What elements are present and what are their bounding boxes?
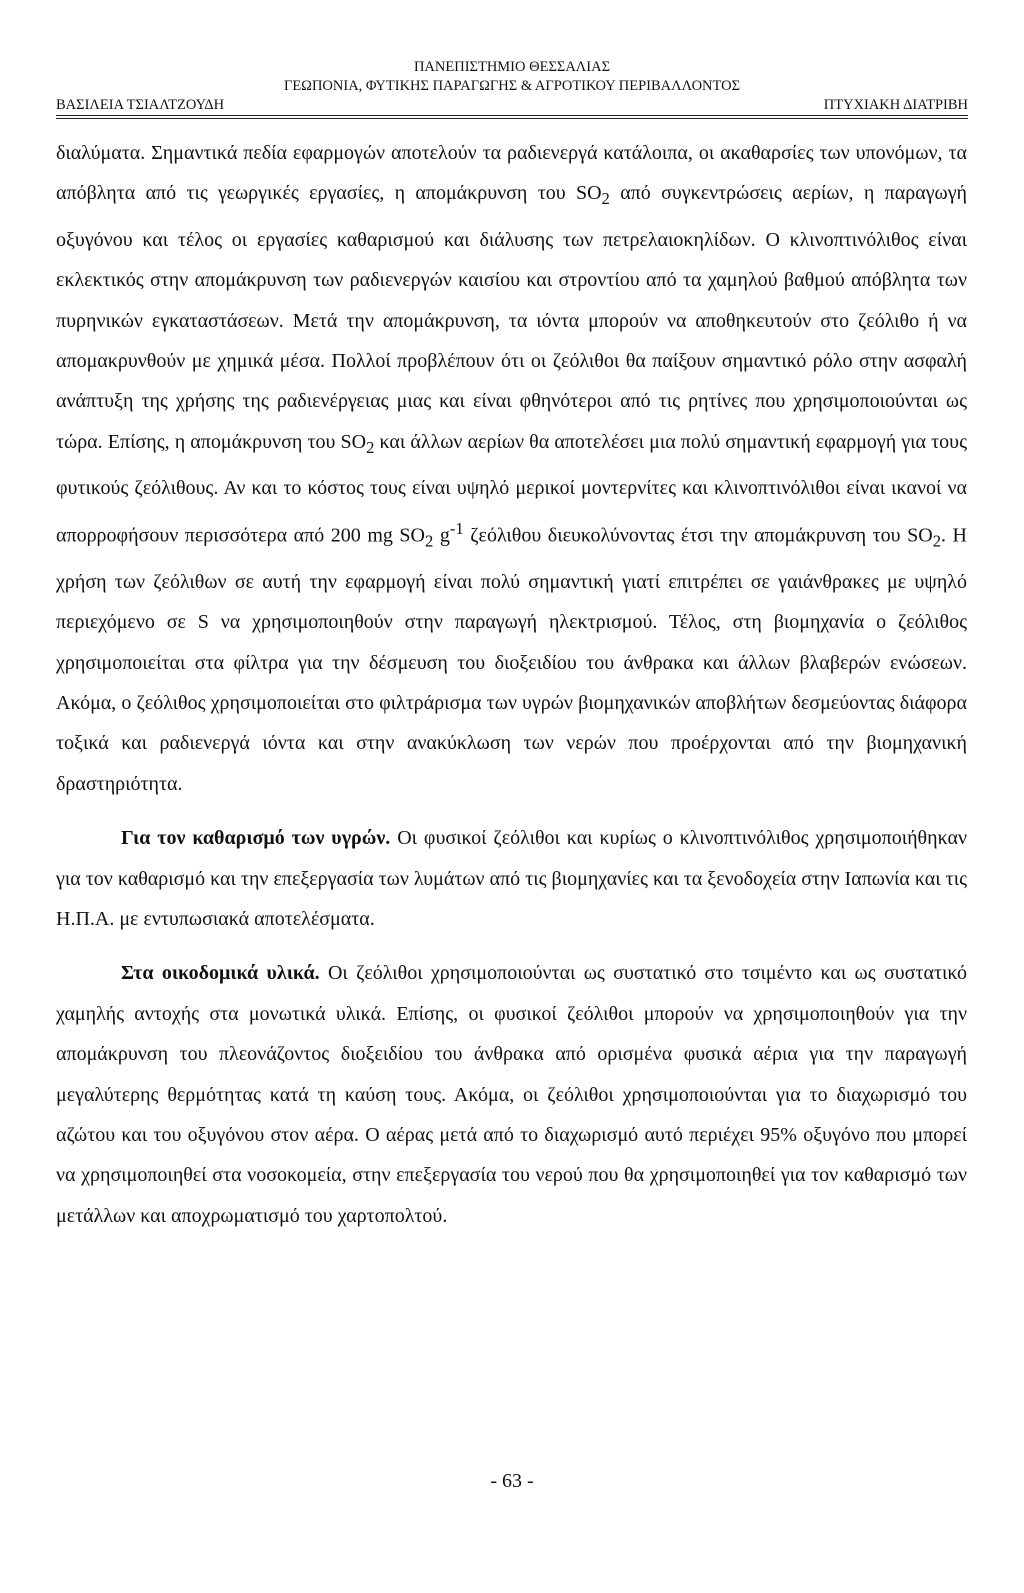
page-body <box>56 133 967 1236</box>
header-rule-thick <box>56 115 968 116</box>
page-number: - 63 - <box>490 1470 534 1492</box>
section-heading-building: Στα οικοδομικά υλικά. <box>121 962 320 985</box>
page-header <box>56 58 968 115</box>
author-name: ΒΑΣΙΛΕΙΑ ΤΣΙΑΛΤΖΟΥΔΗ <box>56 97 225 113</box>
header-meta-row <box>56 96 968 115</box>
department-name: ΓΕΩΠΟΝΙΑ, ΦΥΤΙΚΗΣ ΠΑΡΑΓΩΓΗΣ & ΑΓΡΟΤΙΚΟΥ ΠΕΡΙΒΑΛΛΟΝΤΟΣ <box>283 78 741 94</box>
paragraph-liquid-cleaning: Για τον καθαρισμό των υγρών. Οι φυσικοί ζεόλιθοι και κυρίως ο κλινοπτινόλιθος χρησιμοποιήθηκαν για τον καθαρισμό και την επεξεργασία των λυμάτων από τις βιομηχανίες και τα ξενοδοχεία στην Ιαπωνία και τις Η.Π.Α. με εντυπωσιακά αποτελέσματα. <box>56 827 967 930</box>
document-type: ΠΤΥΧΙΑΚΗ ΔΙΑΤΡΙΒΗ <box>823 97 968 113</box>
header-rule-thin <box>56 118 968 119</box>
paragraph-applications: διαλύματα. Σημαντικά πεδία εφαρμογών αποτελούν τα ραδιενεργά κατάλοιπα, οι ακαθαρσίες των υπονόμων, τα απόβλητα από τις γεωργικές εργασίες, η απομάκρυνση του $SO_2$ από συγκεντρώσεις αερίων, η παραγωγή οξυγόνου και τέλος οι εργασίες καθαρισμού και διάλυσης των πετρελαιοκηλίδων. Ο κλινοπτινόλιθος είναι εκλεκτικός στην απομάκρυνση των ραδιενεργών καισίου και στροντίου από τα χαμηλού βαθμού απόβλητα των πυρηνικών εγκαταστάσεων. Μετά την απομάκρυνση, τα ιόντα μπορούν να αποθηκευτούν στο ζεόλιθο ή να απομακρυνθούν με χημικά μέσα. Πολλοί προβλέπουν ότι οι ζεόλιθοι θα παίξουν σημαντικό ρόλο στην ασφαλή ανάπτυξη της χρήσης της ραδιενέργειας μιας και είναι φθηνότεροι από τις ρητίνες που χρησιμοποιούνται ως τώρα. Επίσης, η απομάκρυνση του $SO_2$ και άλλων αερίων θα αποτελέσει μια πολύ σημαντική εφαρμογή για τους φυτικούς ζεόλιθους. Αν και το κόστος τους είναι υψηλό μερικοί μοντερνίτες και κλινοπτινόλιθοι είναι ικανοί να απορροφήσουν περισσότερα από 200 mg $SO_2$ $g^{-1}$ ζεόλιθου διευκολύνοντας έτσι την απομάκρυνση του $SO_2$. Η χρήση των ζεόλιθων σε αυτή την εφαρμογή είναι πολύ σημαντική γιατί επιτρέπει σε γαιάνθρακες με υψηλό περιεχόμενο σε S να χρησιμοποιηθούν στην παραγωγή ηλεκτρισμού. Τέλος, στη βιομηχανία ο ζεόλιθος χρησιμοποιείται στα φίλτρα για την δέσμευση του διοξειδίου του άνθρακα και άλλων βλαβερών ενώσεων. Ακόμα, ο ζεόλιθος χρησιμοποιείται στο φιλτράρισμα των υγρών βιομηχανικών αποβλήτων δεσμεύοντας διάφορα τοξικά και ραδιενεργά ιόντα και στην ανακύκλωση των νερών που προέρχονται από την βιομηχανική δραστηριότητα. <box>56 142 967 795</box>
section-heading-liquids: Για τον καθαρισμό των υγρών. <box>121 827 391 850</box>
university-name: ΠΑΝΕΠΙΣΤΗΜΙΟ ΘΕΣΣΑΛΙΑΣ <box>413 59 611 75</box>
paragraph-building-materials: Στα οικοδομικά υλικά. Οι ζεόλιθοι χρησιμοποιούνται ως συστατικό στο τσιμέντο και ως συστατικό χαμηλής αντοχής στα μονωτικά υλικά. Επίσης, οι φυσικοί ζεόλιθοι μπορούν να χρησιμοποιηθούν για την απομάκρυνση του πλεονάζοντος διοξειδίου του άνθρακα από ορισμένα φυσικά αέρια για την παραγωγή μεγαλύτερης θερμότητας κατά τη καύση τους. Ακόμα, οι ζεόλιθοι χρησιμοποιούνται για το διαχωρισμό του αζώτου και του οξυγόνου στον αέρα. Ο αέρας μετά από το διαχωρισμό αυτό περιέχει 95% οξυγόνο που μπορεί να χρησιμοποιηθεί στα νοσοκομεία, στην επεξεργασία του νερού που θα χρησιμοποιηθεί για τον καθαρισμό των μετάλλων και αποχρωματισμό του χαρτοπολτού. <box>56 962 967 1227</box>
